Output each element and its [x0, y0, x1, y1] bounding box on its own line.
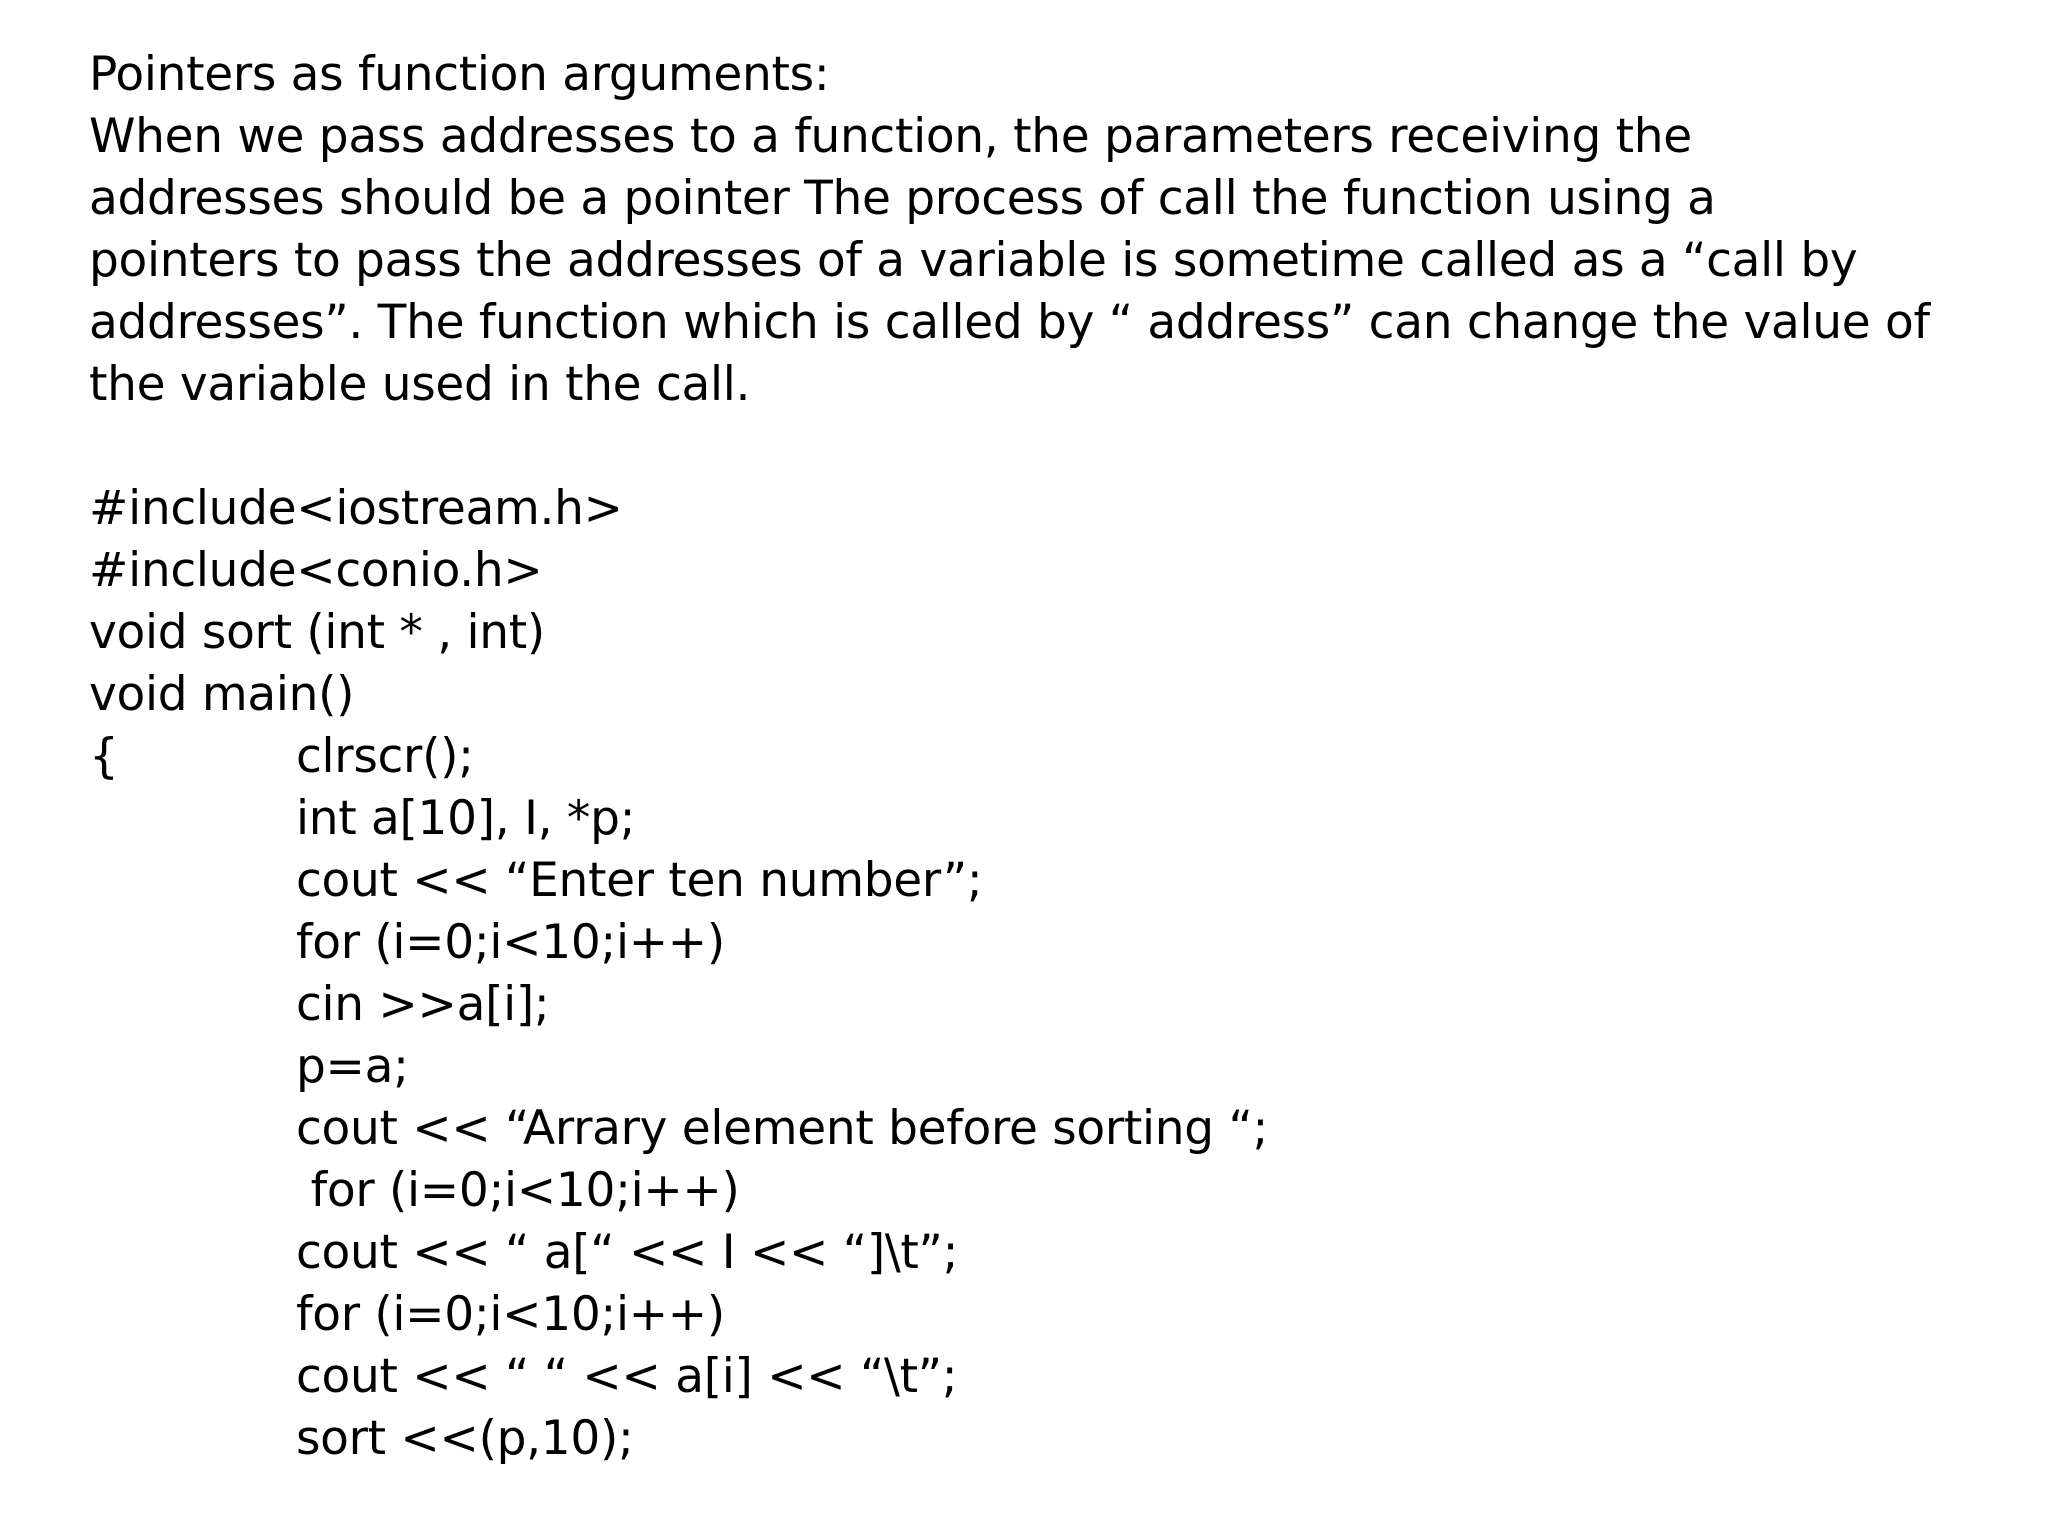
code-line-pointer-assign: p=a; [296, 1039, 409, 1094]
code-include-iostream: #include<iostream.h> [89, 481, 623, 536]
code-line-cout-values: cout << “ “ << a[i] << “\t”; [296, 1349, 958, 1404]
code-line-sort-call: sort <<(p,10); [296, 1411, 634, 1466]
paragraph-line-3: pointers to pass the addresses of a variable is sometime called as a “call by [89, 233, 1858, 288]
code-line-clrscr: clrscr(); [296, 729, 474, 784]
code-line-for-values: for (i=0;i<10;i++) [296, 1287, 725, 1342]
code-line-declare-array: int a[10], I, *p; [296, 791, 636, 846]
code-include-conio: #include<conio.h> [89, 543, 543, 598]
code-line-cin: cin >>a[i]; [296, 977, 550, 1032]
slide-heading: Pointers as function arguments: [89, 47, 830, 102]
code-line-cout-prompt: cout << “Enter ten number”; [296, 853, 983, 908]
code-line-for-labels: for (i=0;i<10;i++) [296, 1163, 740, 1218]
paragraph-line-5: the variable used in the call. [89, 357, 751, 412]
paragraph-line-2: addresses should be a pointer The process of call the function using a [89, 171, 1716, 226]
code-line-for-input: for (i=0;i<10;i++) [296, 915, 725, 970]
code-line-cout-before-sort: cout << “Arrary element before sorting “; [296, 1101, 1269, 1156]
code-main-signature: void main() [89, 667, 355, 722]
paragraph-line-1: When we pass addresses to a function, the parameters receiving the [89, 109, 1692, 164]
code-line-cout-labels: cout << “ a[“ << I << “]\t”; [296, 1225, 959, 1280]
code-open-brace: { [89, 729, 119, 784]
code-sort-declaration: void sort (int * , int) [89, 605, 545, 660]
paragraph-line-4: addresses”. The function which is called by “ address” can change the value of [89, 295, 1930, 350]
